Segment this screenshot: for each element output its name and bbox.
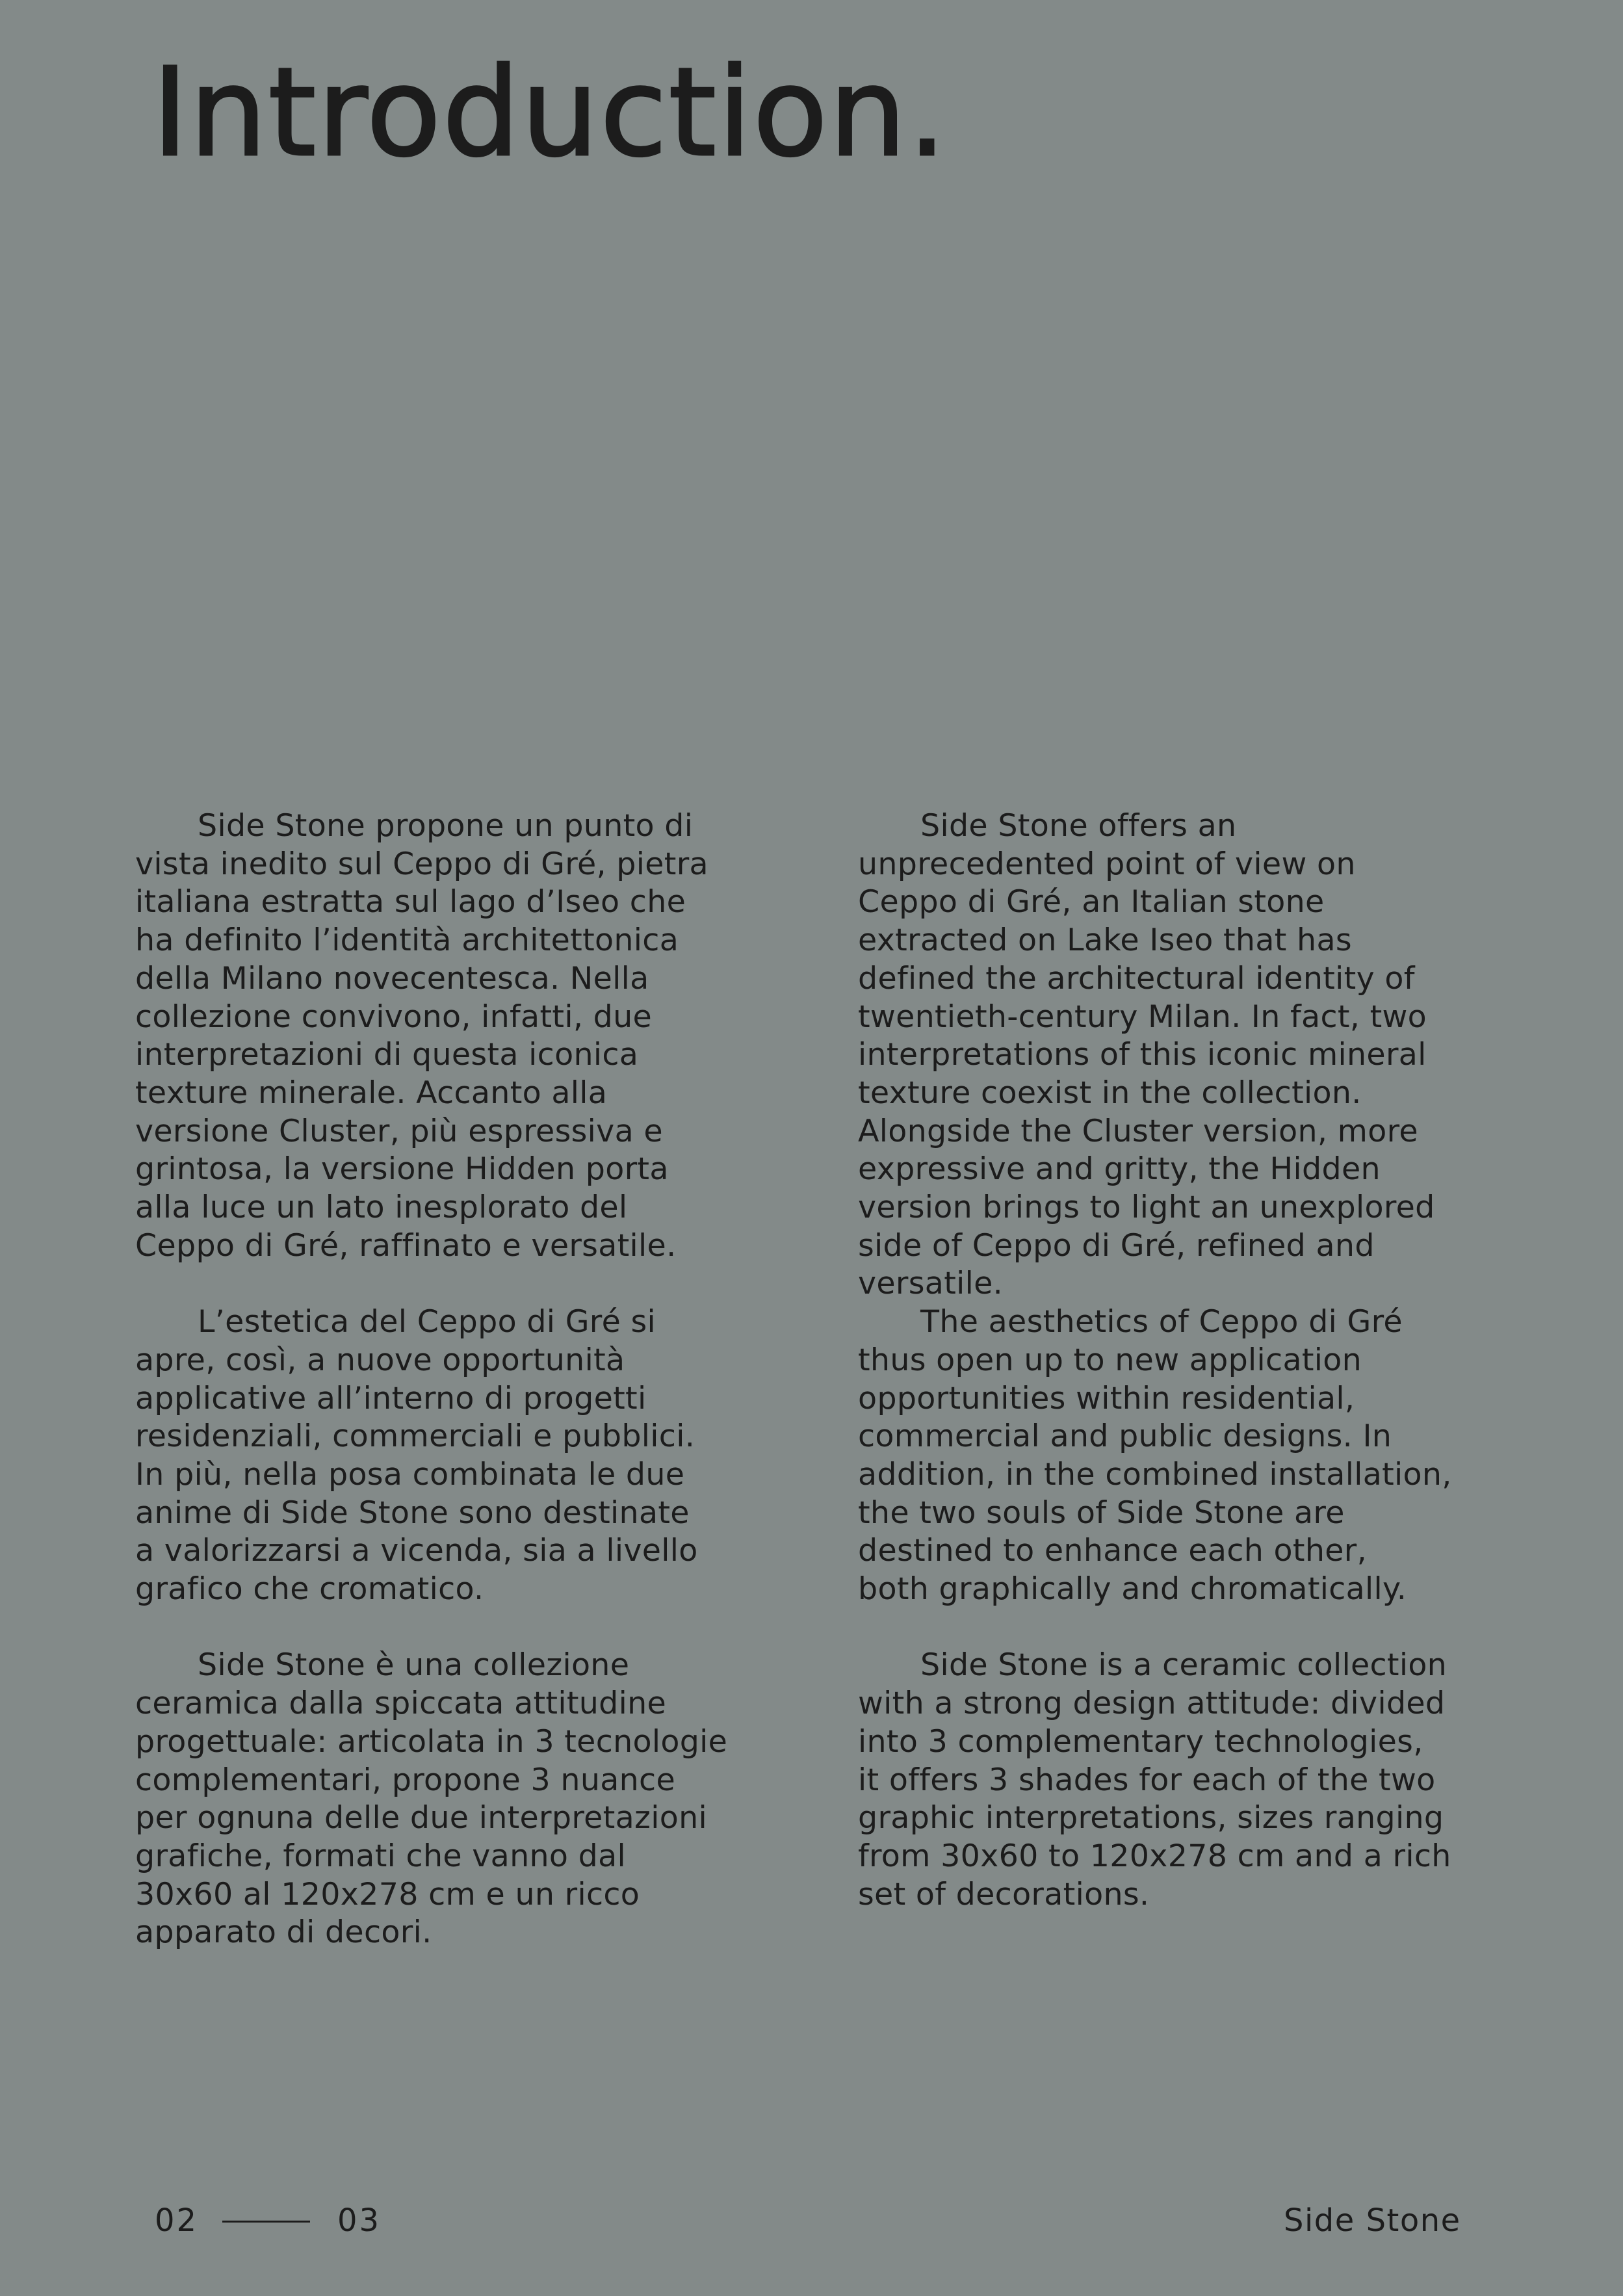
text-line: expressive and gritty, the Hidden: [858, 1151, 1381, 1188]
text-line: apparato di decori.: [135, 1914, 432, 1951]
text-line: ceramica dalla spiccata attitudine: [135, 1686, 667, 1722]
english-text-column: [858, 807, 1452, 1914]
text-line: from 30x60 to 120x278 cm and a rich: [858, 1838, 1451, 1874]
text-line: destined to enhance each other,: [858, 1533, 1367, 1569]
text-line: vista inedito sul Ceppo di Gré, pietra: [135, 846, 708, 882]
text-line: anime di Side Stone sono destinate: [135, 1494, 690, 1531]
text-line: the two souls of Side Stone are: [858, 1494, 1345, 1531]
text-line: Alongside the Cluster version, more: [858, 1113, 1418, 1149]
text-line: The aesthetics of Ceppo di Gré: [920, 1304, 1403, 1340]
text-line: Side Stone offers an: [920, 808, 1237, 844]
text-line: italiana estratta sul lago d’Iseo che: [135, 884, 686, 920]
text-line: residenziali, commerciali e pubblici.: [135, 1418, 695, 1455]
text-line: versatile.: [858, 1266, 1004, 1302]
text-line: Side Stone è una collezione: [198, 1647, 630, 1684]
text-line: unprecedented point of view on: [858, 846, 1356, 882]
text-line: grafiche, formati che vanno dal: [135, 1838, 627, 1874]
page-number-right: 03: [337, 2202, 382, 2239]
text-line: interpretations of this iconic mineral: [858, 1037, 1427, 1073]
text-line: Ceppo di Gré, raffinato e versatile.: [135, 1227, 677, 1264]
text-line: applicative all’interno di progetti: [135, 1380, 647, 1416]
text-line: texture coexist in the collection.: [858, 1075, 1362, 1111]
text-line: interpretazioni di questa iconica: [135, 1037, 639, 1073]
page-number-divider: [222, 2221, 310, 2223]
text-line: version brings to light an unexplored: [858, 1190, 1435, 1226]
text-line: it offers 3 shades for each of the two: [858, 1762, 1436, 1798]
text-line: set of decorations.: [858, 1876, 1150, 1912]
text-line: commercial and public designs. In: [858, 1418, 1392, 1455]
text-line: a valorizzarsi a vicenda, sia a livello: [135, 1533, 698, 1569]
text-line: collezione convivono, infatti, due: [135, 998, 652, 1035]
paragraph-gap: [135, 1265, 727, 1303]
text-line: della Milano novecentesca. Nella: [135, 960, 649, 997]
text-line: alla luce un lato inesplorato del: [135, 1190, 628, 1226]
text-line: defined the architectural identity of: [858, 960, 1415, 997]
text-line: grintosa, la versione Hidden porta: [135, 1151, 669, 1188]
page-title: Introduction.: [152, 42, 948, 184]
paragraph-gap: [858, 1609, 1452, 1647]
text-line: ha definito l’identità architettonica: [135, 922, 679, 959]
text-line: apre, così, a nuove opportunità: [135, 1342, 625, 1378]
text-line: Side Stone is a ceramic collection: [920, 1647, 1448, 1684]
text-line: per ognuna delle due interpretazioni: [135, 1800, 707, 1836]
text-line: 30x60 al 120x278 cm e un ricco: [135, 1876, 640, 1912]
text-line: twentieth-century Milan. In fact, two: [858, 998, 1427, 1035]
text-line: opportunities within residential,: [858, 1380, 1355, 1416]
page-number-left: 02: [155, 2202, 199, 2239]
text-line: thus open up to new application: [858, 1342, 1362, 1378]
text-line: with a strong design attitude: divided: [858, 1686, 1446, 1722]
brand-name: Side Stone: [1284, 2202, 1461, 2239]
paragraph-gap: [135, 1609, 727, 1647]
text-line: progettuale: articolata in 3 tecnologie: [135, 1723, 728, 1760]
text-line: In più, nella posa combinata le due: [135, 1456, 685, 1493]
text-line: both graphically and chromatically.: [858, 1571, 1407, 1608]
text-line: side of Ceppo di Gré, refined and: [858, 1227, 1375, 1264]
text-line: Ceppo di Gré, an Italian stone: [858, 884, 1325, 920]
text-line: versione Cluster, più espressiva e: [135, 1113, 663, 1149]
text-line: L’estetica del Ceppo di Gré si: [198, 1304, 656, 1340]
text-line: extracted on Lake Iseo that has: [858, 922, 1352, 959]
text-line: Side Stone propone un punto di: [198, 808, 694, 844]
text-line: texture minerale. Accanto alla: [135, 1075, 608, 1111]
text-line: grafico che cromatico.: [135, 1571, 484, 1608]
text-line: addition, in the combined installation,: [858, 1456, 1452, 1493]
text-line: graphic interpretations, sizes ranging: [858, 1800, 1444, 1836]
text-line: into 3 complementary technologies,: [858, 1723, 1423, 1760]
text-line: complementari, propone 3 nuance: [135, 1762, 675, 1798]
italian-text-column: [135, 807, 727, 1952]
